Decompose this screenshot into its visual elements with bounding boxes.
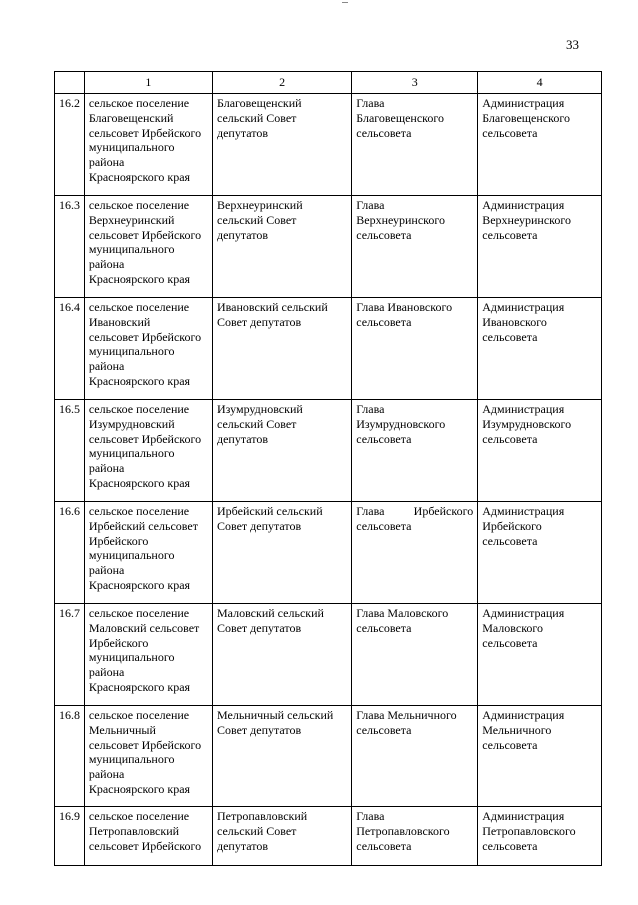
document-table bbox=[54, 71, 602, 866]
row-number: 16.7 bbox=[55, 604, 85, 706]
header-cell-4: 4 bbox=[478, 72, 602, 94]
header-cell-2: 2 bbox=[213, 72, 352, 94]
municipality-cell: сельское поселение Мельничный сельсовет Ирбейского муниципального района Красноярского края bbox=[84, 706, 212, 807]
header-cell-1: 1 bbox=[84, 72, 212, 94]
table-row bbox=[55, 400, 602, 502]
row-number: 16.3 bbox=[55, 196, 85, 298]
head-cell-word: Глава bbox=[356, 504, 385, 518]
administration-cell: Администрация Ивановского сельсовета bbox=[478, 298, 602, 400]
row-number: 16.5 bbox=[55, 400, 85, 502]
head-cell bbox=[352, 502, 478, 604]
municipality-cell: сельское поселение Изумрудновский сельсовет Ирбейского муниципального района Красноярского края bbox=[84, 400, 212, 502]
row-number: 16.4 bbox=[55, 298, 85, 400]
administration-cell: Администрация Изумрудновского сельсовета bbox=[478, 400, 602, 502]
council-cell: Верхнеуринский сельский Совет депутатов bbox=[213, 196, 352, 298]
municipality-cell: сельское поселение Верхнеуринский сельсовет Ирбейского муниципального района Красноярского края bbox=[84, 196, 212, 298]
municipality-cell: сельское поселение Благовещенский сельсовет Ирбейского муниципального района Красноярского края bbox=[84, 94, 212, 196]
municipality-cell: сельское поселение Ивановский сельсовет Ирбейского муниципального района Красноярского края bbox=[84, 298, 212, 400]
administration-cell: Администрация Мельничного сельсовета bbox=[478, 706, 602, 807]
municipality-cell: сельское поселение Маловский сельсовет Ирбейского муниципального района Красноярского края bbox=[84, 604, 212, 706]
head-cell: Глава Петропавловского сельсовета bbox=[352, 807, 478, 866]
administration-cell: Администрация Благовещенского сельсовета bbox=[478, 94, 602, 196]
head-cell: Глава Изумрудновского сельсовета bbox=[352, 400, 478, 502]
head-cell: Глава Маловского сельсовета bbox=[352, 604, 478, 706]
page-number: 33 bbox=[566, 37, 579, 52]
head-cell-word: Ирбейского bbox=[413, 504, 474, 518]
head-cell: Глава Мельничного сельсовета bbox=[352, 706, 478, 807]
table-row bbox=[55, 706, 602, 807]
council-cell: Мельничный сельский Совет депутатов bbox=[213, 706, 352, 807]
head-cell-line: сельсовета bbox=[356, 518, 412, 533]
row-number: 16.2 bbox=[55, 94, 85, 196]
table-row bbox=[55, 807, 602, 866]
administration-cell: Администрация Ирбейского сельсовета bbox=[478, 502, 602, 604]
table-row bbox=[55, 196, 602, 298]
header-cell-num bbox=[55, 72, 85, 94]
municipality-cell: сельское поселение Петропавловский сельсовет Ирбейского bbox=[84, 807, 212, 866]
head-cell-justified-line bbox=[356, 504, 473, 519]
page-top-mark bbox=[342, 2, 348, 3]
row-number: 16.8 bbox=[55, 706, 85, 807]
row-number: 16.6 bbox=[55, 502, 85, 604]
administration-cell: Администрация Маловского сельсовета bbox=[478, 604, 602, 706]
head-cell: Глава Благовещенского сельсовета bbox=[352, 94, 478, 196]
table-row bbox=[55, 604, 602, 706]
header-cell-3: 3 bbox=[352, 72, 478, 94]
municipality-cell: сельское поселение Ирбейский сельсовет Ирбейского муниципального района Красноярского края bbox=[84, 502, 212, 604]
administration-cell: Администрация Петропавловского сельсовета bbox=[478, 807, 602, 866]
row-number: 16.9 bbox=[55, 807, 85, 866]
table-header-row bbox=[55, 72, 602, 94]
council-cell: Маловский сельский Совет депутатов bbox=[213, 604, 352, 706]
head-cell: Глава Верхнеуринского сельсовета bbox=[352, 196, 478, 298]
council-cell: Ивановский сельский Совет депутатов bbox=[213, 298, 352, 400]
council-cell: Изумрудновский сельский Совет депутатов bbox=[213, 400, 352, 502]
table-row bbox=[55, 502, 602, 604]
head-cell: Глава Ивановского сельсовета bbox=[352, 298, 478, 400]
council-cell: Петропавловский сельский Совет депутатов bbox=[213, 807, 352, 866]
table-row bbox=[55, 94, 602, 196]
table-row bbox=[55, 298, 602, 400]
administration-cell: Администрация Верхнеуринского сельсовета bbox=[478, 196, 602, 298]
council-cell: Благовещенский сельский Совет депутатов bbox=[213, 94, 352, 196]
council-cell: Ирбейский сельский Совет депутатов bbox=[213, 502, 352, 604]
